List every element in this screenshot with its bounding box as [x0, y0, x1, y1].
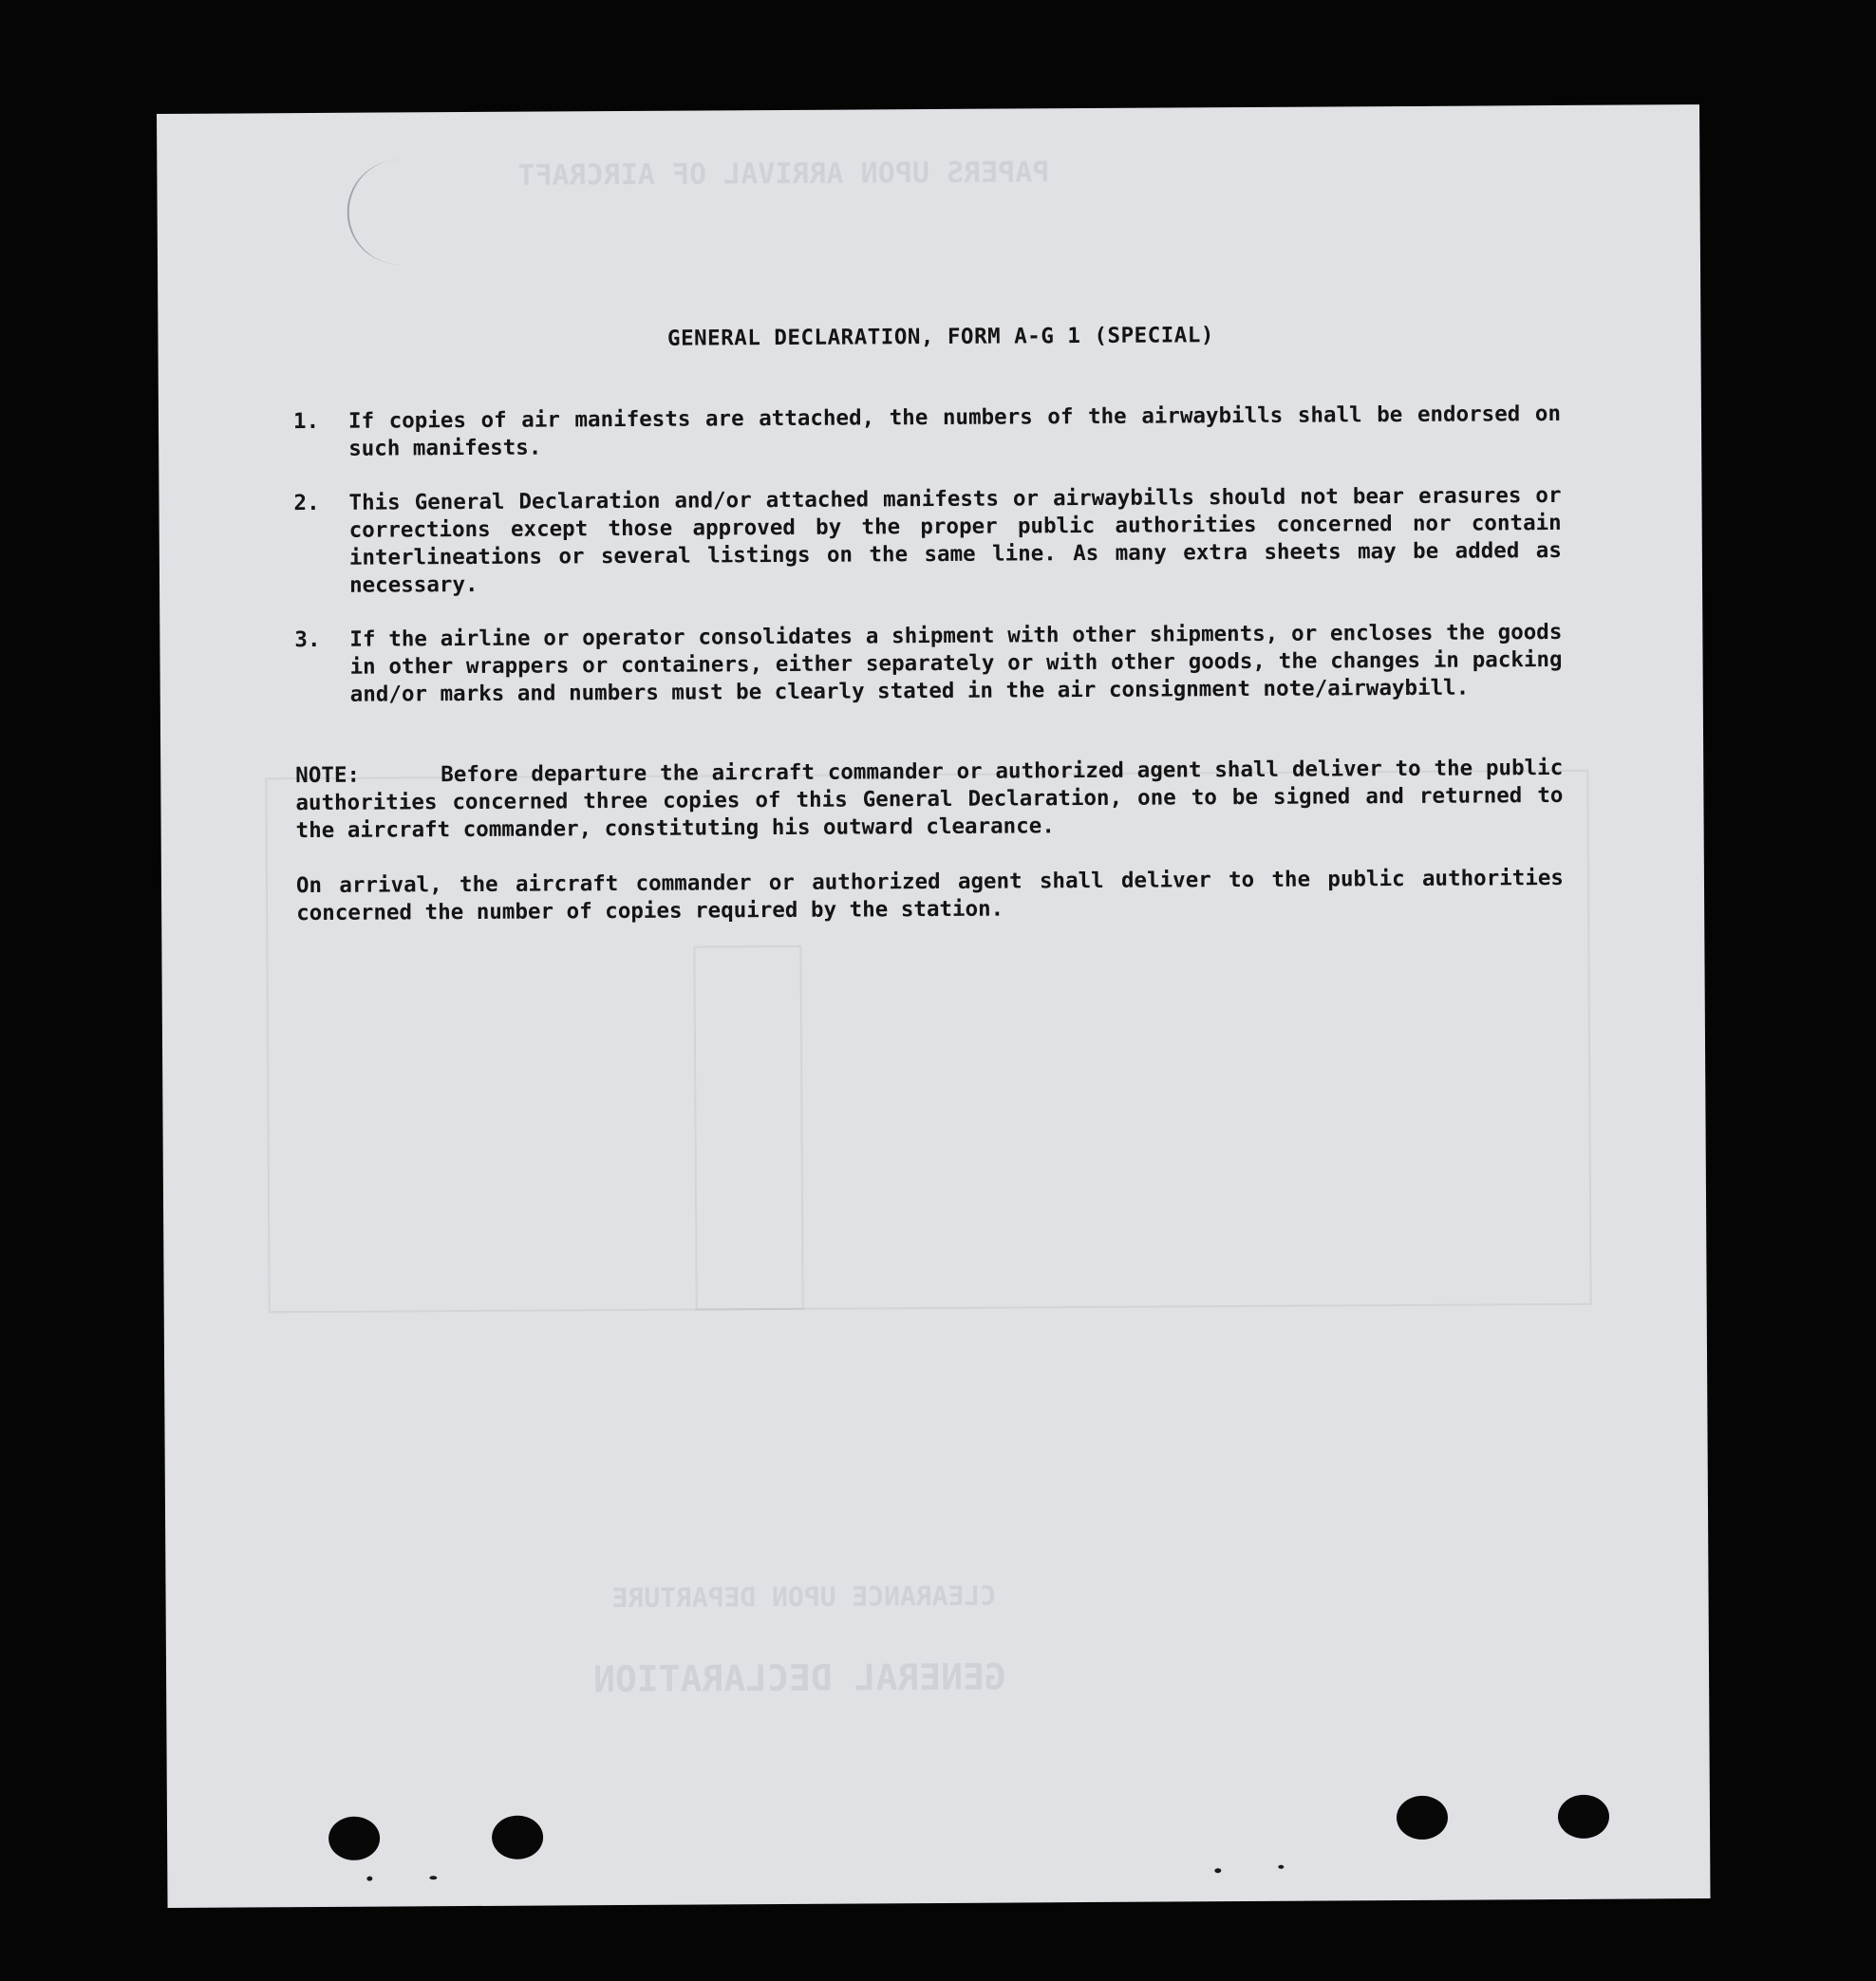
bleed-through-text: PAPERS UPON ARRIVAL OF AIRCRAFT: [517, 156, 1050, 193]
speck: [1214, 1868, 1221, 1873]
speck: [1278, 1865, 1284, 1869]
page-title: GENERAL DECLARATION, FORM A-G 1 (SPECIAL): [666, 323, 1214, 351]
bleed-through-mark: [347, 159, 416, 264]
declaration-content: [292, 320, 1564, 927]
arrival-paragraph: On arrival, the aircraft commander or authorized agent shall deliver to the public authorities concerned the number of copies required by the station.: [295, 865, 1565, 926]
item-number: 3.: [294, 626, 321, 653]
punch-hole: [1558, 1795, 1609, 1839]
bleed-through-text: CLEARANCE UPON DEPARTURE: [611, 1579, 997, 1615]
item-text: If the airline or operator consolidates a shipment with other shipments, or encloses the goods in other wrappers or containers, either separately or with other goods, the changes in packing and/or marks and numbers must be clearly stated in the air consignment note/airwaybill.: [349, 619, 1563, 707]
speck: [366, 1877, 372, 1881]
note-text: Before departure the aircraft commander or authorized agent shall deliver to the public authorities concerned three copies of this General Declaration, one to be signed and returned to the aircraft commander, constituting his outward clearance.: [295, 755, 1564, 844]
item-text: This General Declaration and/or attached manifests or airwaybills should not bear erasures or corrections except those approved by the proper public authorities concerned nor contain interlineations or several listings on the same line. As many extra sheets may be added as necessary.: [348, 482, 1562, 598]
item-number: 1.: [292, 408, 320, 435]
punch-hole: [328, 1817, 380, 1860]
bleed-through-table: [693, 945, 803, 1311]
punch-hole: [492, 1816, 543, 1860]
list-item: [293, 401, 1561, 463]
note-label: NOTE:: [295, 762, 361, 789]
speck: [429, 1876, 437, 1879]
note-paragraph: [295, 755, 1564, 845]
item-number: 2.: [293, 490, 320, 516]
item-text: If copies of air manifests are attached, the numbers of the airwaybills shall be endorsed on such manifests.: [347, 401, 1562, 461]
list-item: [293, 482, 1562, 600]
bleed-through-text: GENERAL DECLARATION: [592, 1655, 1006, 1701]
list-item: [294, 619, 1563, 709]
punch-hole: [1397, 1796, 1448, 1840]
document-page: [157, 104, 1711, 1908]
